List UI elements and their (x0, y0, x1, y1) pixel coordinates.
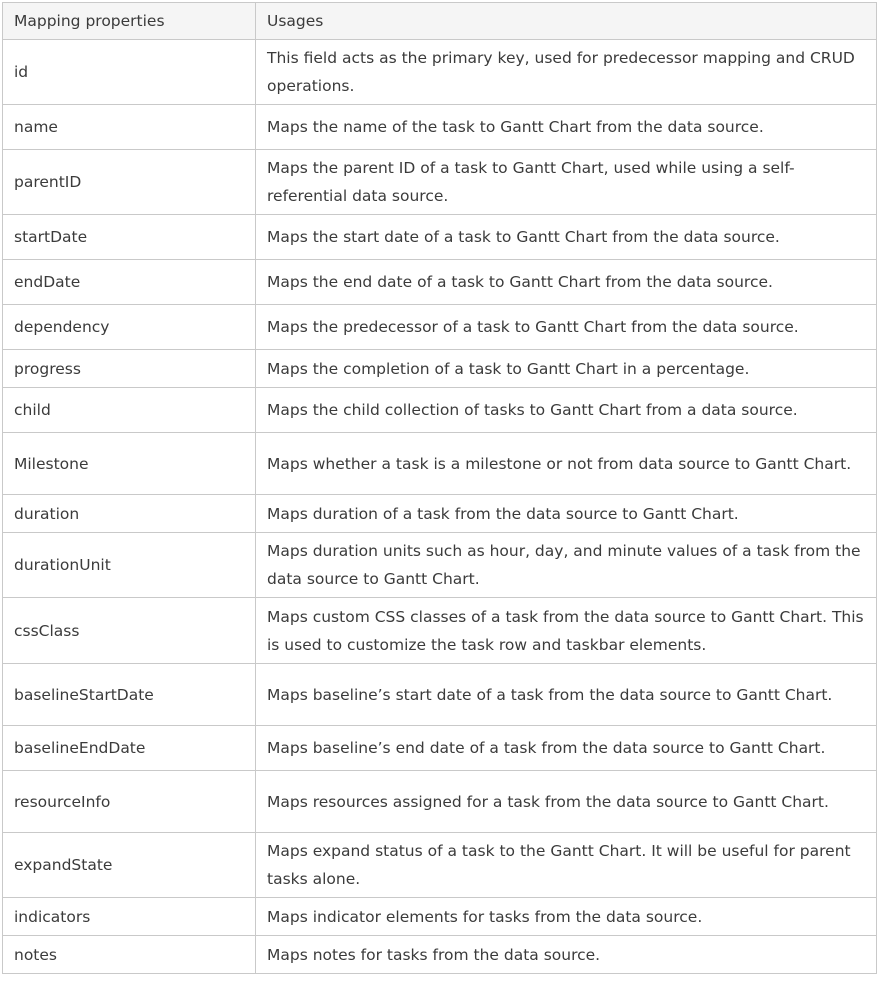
table-row (3, 664, 877, 726)
property-cell: dependency (3, 305, 256, 350)
header-mapping-properties: Mapping properties (3, 3, 256, 40)
header-row (3, 3, 877, 40)
property-cell: expandState (3, 833, 256, 898)
usage-cell: Maps baseline’s start date of a task from the data source to Gantt Chart. (256, 664, 877, 726)
table-row (3, 833, 877, 898)
usage-cell: Maps the predecessor of a task to Gantt Chart from the data source. (256, 305, 877, 350)
usage-cell: This field acts as the primary key, used for predecessor mapping and CRUD operations. (256, 40, 877, 105)
property-cell: cssClass (3, 598, 256, 664)
table-row (3, 771, 877, 833)
usage-cell: Maps duration of a task from the data source to Gantt Chart. (256, 495, 877, 533)
table-row (3, 305, 877, 350)
property-cell: child (3, 388, 256, 433)
usage-cell: Maps expand status of a task to the Gantt Chart. It will be useful for parent tasks alone. (256, 833, 877, 898)
usage-cell: Maps the start date of a task to Gantt Chart from the data source. (256, 215, 877, 260)
table-row (3, 150, 877, 215)
mapping-properties-table (2, 2, 877, 974)
usage-cell: Maps the child collection of tasks to Gantt Chart from a data source. (256, 388, 877, 433)
property-cell: id (3, 40, 256, 105)
property-cell: endDate (3, 260, 256, 305)
table-header (3, 3, 877, 40)
usage-cell: Maps the parent ID of a task to Gantt Chart, used while using a self-referential data source. (256, 150, 877, 215)
property-cell: baselineStartDate (3, 664, 256, 726)
property-cell: durationUnit (3, 533, 256, 598)
usage-cell: Maps custom CSS classes of a task from the data source to Gantt Chart. This is used to customize the task row and taskbar elements. (256, 598, 877, 664)
property-cell: progress (3, 350, 256, 388)
table-row (3, 260, 877, 305)
property-cell: indicators (3, 898, 256, 936)
property-cell: duration (3, 495, 256, 533)
table-row (3, 726, 877, 771)
table-row (3, 898, 877, 936)
usage-cell: Maps duration units such as hour, day, and minute values of a task from the data source to Gantt Chart. (256, 533, 877, 598)
table-row (3, 936, 877, 974)
usage-cell: Maps indicator elements for tasks from the data source. (256, 898, 877, 936)
property-cell: name (3, 105, 256, 150)
table-row (3, 433, 877, 495)
usage-cell: Maps whether a task is a milestone or not from data source to Gantt Chart. (256, 433, 877, 495)
table-row (3, 495, 877, 533)
table-row (3, 215, 877, 260)
header-usages: Usages (256, 3, 877, 40)
usage-cell: Maps resources assigned for a task from the data source to Gantt Chart. (256, 771, 877, 833)
table-row (3, 598, 877, 664)
usage-cell: Maps the name of the task to Gantt Chart from the data source. (256, 105, 877, 150)
property-cell: notes (3, 936, 256, 974)
table-row (3, 533, 877, 598)
usage-cell: Maps the end date of a task to Gantt Chart from the data source. (256, 260, 877, 305)
usage-cell: Maps baseline’s end date of a task from the data source to Gantt Chart. (256, 726, 877, 771)
table-row (3, 350, 877, 388)
table-row (3, 40, 877, 105)
table-body (3, 40, 877, 974)
table-row (3, 105, 877, 150)
property-cell: baselineEndDate (3, 726, 256, 771)
usage-cell: Maps the completion of a task to Gantt Chart in a percentage. (256, 350, 877, 388)
property-cell: Milestone (3, 433, 256, 495)
property-cell: parentID (3, 150, 256, 215)
table-row (3, 388, 877, 433)
usage-cell: Maps notes for tasks from the data source. (256, 936, 877, 974)
property-cell: resourceInfo (3, 771, 256, 833)
property-cell: startDate (3, 215, 256, 260)
